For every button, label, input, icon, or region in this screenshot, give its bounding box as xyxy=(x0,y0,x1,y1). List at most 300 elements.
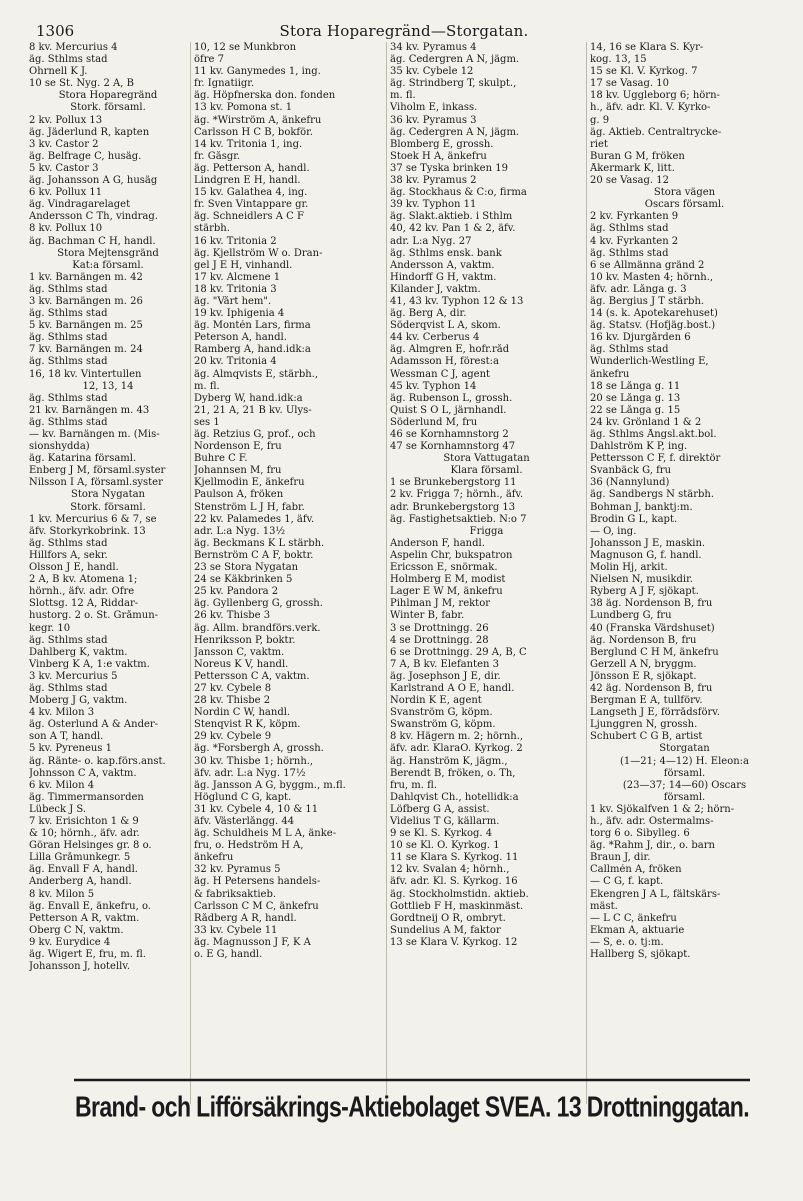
directory-line: sionshydda) xyxy=(29,441,90,453)
directory-line: Stoek H A, änkefru xyxy=(390,150,487,162)
directory-line: 40, 42 kv. Pan 1 & 2, äfv. xyxy=(390,223,516,235)
directory-line: 27 kv. Cybele 8 xyxy=(194,682,272,694)
directory-line: Swanström G, köpm. xyxy=(390,719,496,731)
directory-line: 28 kv. Thisbe 2 xyxy=(194,695,271,707)
directory-line: 6 kv. Milon 4 xyxy=(29,779,95,791)
directory-line: äg. Almqvists E, stärbh., xyxy=(194,368,319,380)
directory-line: Kat:a församl. xyxy=(72,259,144,271)
directory-line: 14 kv. Tritonia 1, ing. xyxy=(194,138,303,150)
directory-line: 7 kv. Barnängen m. 24 xyxy=(29,344,143,356)
directory-line: 45 kv. Typhon 14 xyxy=(390,380,477,392)
directory-line: 4 se Drottningg. 28 xyxy=(390,634,489,646)
directory-line: 40 (Franska Värdshuset) xyxy=(590,622,715,634)
directory-line: äg. Berg A, dir. xyxy=(390,308,467,320)
directory-line: Johansson J E, maskin. xyxy=(590,537,706,549)
directory-line: Noreus K V, handl. xyxy=(194,658,289,670)
directory-line: Stora vägen xyxy=(653,187,716,199)
directory-line: äg. Montén Lars, firma xyxy=(194,320,311,332)
directory-line: Åkermark K, litt. xyxy=(590,162,675,174)
directory-line: äfv. Västerlångg. 44 xyxy=(194,816,295,827)
directory-line: Kjellmodin E, änkefru xyxy=(194,477,305,489)
directory-line: 8 kv. Pollux 10 xyxy=(29,223,103,235)
directory-line: fr. Sven Vintappare gr. xyxy=(194,199,309,211)
directory-line: äg. Sthlms stad xyxy=(29,537,108,549)
directory-columns xyxy=(26,42,782,1104)
directory-line: Nilsson I A, församl.syster xyxy=(29,477,163,489)
directory-line: äg. Sthlms stad xyxy=(29,416,108,428)
directory-line: Carlsson C M C, änkefru xyxy=(194,900,319,912)
directory-line: Callmén A, fröken xyxy=(590,864,682,876)
directory-line: Pihlman J M, rektor xyxy=(390,598,490,610)
directory-line: 22 se Långa g. 15 xyxy=(590,404,681,416)
directory-line: äg. Vindragarelaget xyxy=(29,199,131,211)
directory-line: Ericsson E, snörmak. xyxy=(390,562,498,574)
directory-line: Viholm E, inkass. xyxy=(390,102,478,114)
directory-line: äg. Almgren E, hofr.råd xyxy=(390,344,510,356)
directory-line: Sundelius A M, faktor xyxy=(390,924,501,936)
directory-line: (1—21; 4—12) H. Eleon:a xyxy=(620,755,749,767)
directory-line: 38 kv. Pyramus 2 xyxy=(390,175,477,187)
directory-line: Stenqvist R K, köpm. xyxy=(194,719,301,731)
directory-line: äg. Ränte- o. kap.förs.anst. xyxy=(29,755,166,767)
directory-line: äg. Hanström K, jägm., xyxy=(390,755,508,767)
directory-line: äg. Stockhaus & C:o, firma xyxy=(390,187,527,199)
directory-line: Nordenson E, fru xyxy=(194,441,282,453)
directory-line: Löfberg G A, assist. xyxy=(390,803,490,815)
directory-line: Ekman A, aktuarie xyxy=(590,924,685,936)
column-2 xyxy=(190,42,386,1104)
directory-line: fru, o. Hedström H A, xyxy=(194,840,304,852)
directory-line: Buran G M, fröken xyxy=(590,150,685,162)
directory-line: 20 kv. Tritonia 4 xyxy=(194,356,277,368)
directory-line: äg. Josephson J E, dir. xyxy=(390,670,501,682)
directory-line: adr. L:a Nyg. 13½ xyxy=(194,525,286,537)
directory-line: Stork. församl. xyxy=(70,102,146,114)
directory-line: äg. *Wirström A, änkefru xyxy=(194,114,322,126)
directory-line: (23—37; 14—60) Oscars xyxy=(622,779,747,791)
directory-line: & fabriksaktieb. xyxy=(194,888,277,900)
directory-line: g. 9 xyxy=(590,114,610,126)
directory-line: Gerzell A N, bryggm. xyxy=(590,658,697,670)
directory-line: Slottsg. 12 A, Riddar- xyxy=(29,598,139,610)
directory-line: 35 kv. Cybele 12 xyxy=(390,66,474,78)
directory-line: äg. *Forsbergh A, grossh. xyxy=(194,743,324,755)
directory-line: 36 (Nannylund) xyxy=(590,477,670,489)
directory-line: Andersson C Th, vindrag. xyxy=(29,211,158,223)
directory-line: Johansson J, hotellv. xyxy=(29,961,130,973)
directory-line: äg. Petterson A, handl. xyxy=(194,162,310,174)
directory-line: äg. Slakt.aktieb. i Sthlm xyxy=(390,211,513,223)
directory-line: Nielsen N, musikdir. xyxy=(590,574,693,586)
directory-line: äg. Wigert E, fru, m. fl. xyxy=(29,949,146,961)
directory-line: 38 äg. Nordenson B, fru xyxy=(590,598,713,610)
directory-line: Jönsson E R, sjökapt. xyxy=(590,670,697,682)
directory-line: Wessman C J, agent xyxy=(390,368,491,380)
directory-line: 26 kv. Thisbe 3 xyxy=(194,610,271,622)
directory-line: äg. Sandbergs N stärbh. xyxy=(590,489,715,501)
directory-line: Henriksson P, boktr. xyxy=(194,634,296,646)
directory-line: torg 6 o. Sibylleg. 6 xyxy=(590,828,690,840)
directory-line: äg. Magnusson J F, K A xyxy=(194,936,311,948)
directory-line: Höglund C G, kapt. xyxy=(194,791,292,803)
directory-line: äg. Sthlms stad xyxy=(29,682,108,694)
directory-line: äg. Kjellström W o. Dran- xyxy=(194,247,323,259)
directory-line: stärbh. xyxy=(194,223,230,235)
directory-line: äg. Bergius J T stärbh. xyxy=(590,295,705,307)
directory-line: äg. Belfrage C, husäg. xyxy=(29,150,142,162)
directory-line: äg. Sthlms stad xyxy=(29,54,108,66)
directory-line: Brodin G L, kapt. xyxy=(590,513,678,525)
directory-line: Klara församl. xyxy=(450,465,523,477)
directory-line: 6 se Drottningg. 29 A, B, C xyxy=(390,646,527,658)
directory-line: Frigga xyxy=(469,525,504,537)
directory-line: 32 kv. Pyramus 5 xyxy=(194,864,281,876)
directory-line: äg. Schneidlers A C F xyxy=(194,211,304,223)
directory-line: Magnuson G, f. handl. xyxy=(590,549,702,561)
directory-line: adr. Brunkebergstorg 13 xyxy=(390,501,516,513)
directory-line: 17 se Vasag. 10 xyxy=(590,78,669,90)
directory-line: äg. Sthlms stad xyxy=(29,634,108,646)
directory-line: 46 se Kornhamnstorg 2 xyxy=(390,429,509,440)
directory-line: Kilander J, vaktm. xyxy=(390,283,481,295)
directory-line: 11 se Klara S. Kyrkog. 11 xyxy=(390,852,519,864)
directory-line: 30 kv. Thisbe 1; hörnh., xyxy=(194,755,314,767)
directory-line: Nordin C W, handl. xyxy=(194,707,291,719)
directory-line: 44 kv. Cerberus 4 xyxy=(390,332,480,344)
directory-line: Hindorff G H, vaktm. xyxy=(390,271,497,283)
directory-line: äg. Schuldheis M L A, änke- xyxy=(194,828,337,840)
directory-line: Lundberg G, fru xyxy=(590,610,672,622)
directory-line: Andersson A, vaktm. xyxy=(390,259,495,271)
directory-line: Stora Mejtensgränd xyxy=(57,247,159,259)
directory-line: Lindgren E H, handl. xyxy=(194,175,301,187)
directory-line: äg. Strindberg T, skulpt., xyxy=(390,78,517,90)
directory-line: 5 kv. Castor 3 xyxy=(29,162,99,174)
directory-line: ses 1 xyxy=(194,416,220,428)
directory-line: 3 se Drottningg. 26 xyxy=(390,622,489,634)
directory-line: församl. xyxy=(663,767,706,779)
directory-line: Svanström G, köpm. xyxy=(390,707,493,719)
directory-line: äg. Aktieb. Centraltrycke- xyxy=(590,126,722,138)
directory-line: Oscars församl. xyxy=(644,199,725,211)
directory-line: Hillfors A, sekr. xyxy=(29,549,108,561)
directory-line: Pettersson C F, f. direktör xyxy=(590,453,721,465)
directory-line: 2 kv. Fyrkanten 9 xyxy=(590,211,679,223)
directory-line: Petterson A R, vaktm. xyxy=(29,912,140,924)
directory-line: Videlius T G, källarm. xyxy=(390,816,500,827)
directory-line: 2 kv. Frigga 7; hörnh., äfv. xyxy=(390,489,524,501)
directory-line: Gottlieb F H, maskinmäst. xyxy=(390,900,524,912)
directory-line: äg. Österlund A & Ander- xyxy=(29,719,159,731)
directory-line: 5 kv. Barnängen m. 25 xyxy=(29,320,143,332)
directory-line: 31 kv. Cybele 4, 10 & 11 xyxy=(194,803,319,815)
directory-line: Vinberg K A, 1:e vaktm. xyxy=(29,658,150,670)
column-1 xyxy=(26,42,190,1104)
directory-line: 22 kv. Palamedes 1, äfv. xyxy=(194,513,315,525)
directory-line: äg. Timmermansorden xyxy=(29,791,144,803)
directory-line: 1 kv. Barnängen m. 42 xyxy=(29,271,143,283)
directory-line: äg. Cedergren A N, jägm. xyxy=(390,126,520,138)
directory-line: äg. Sthlms ensk. bank xyxy=(390,247,502,259)
directory-line: Rådberg A R, handl. xyxy=(194,912,297,924)
directory-line: 37 se Tyska brinken 19 xyxy=(390,162,508,174)
page-number: 1306 xyxy=(36,22,75,40)
directory-line: Storgatan xyxy=(659,743,710,755)
directory-line: gel J E H, vinhandl. xyxy=(194,259,293,271)
directory-line: Ekengren J A L, fältskärs- xyxy=(590,888,721,900)
directory-line: 41, 43 kv. Typhon 12 & 13 xyxy=(390,295,524,307)
directory-line: 13 kv. Pomona st. 1 xyxy=(194,102,293,114)
directory-line: Svanbäck G, fru xyxy=(590,465,672,477)
directory-line: 33 kv. Cybele 11 xyxy=(194,924,278,936)
directory-line: — kv. Barnängen m. (Mis- xyxy=(29,429,160,440)
directory-line: 16 kv. Tritonia 2 xyxy=(194,235,277,247)
directory-line: fru, m. fl. xyxy=(390,779,437,791)
directory-line: fr. Ignatiigr. xyxy=(194,78,255,90)
directory-line: äg. *Rahm J, dir., o. barn xyxy=(590,840,715,852)
directory-line: 6 kv. Pollux 11 xyxy=(29,187,103,199)
directory-line: äg. Allm. brandförs.verk. xyxy=(194,622,321,634)
directory-line: Hallberg S, sjökapt. xyxy=(590,949,691,961)
directory-line: adr. L:a Nyg. 27 xyxy=(390,235,472,247)
directory-line: kegr. 10 xyxy=(29,622,71,634)
directory-line: äg. Sthlms stad xyxy=(590,223,669,235)
directory-line: m. fl. xyxy=(194,380,220,392)
directory-line: Lübeck J S. xyxy=(29,803,87,815)
directory-line: 25 kv. Pandora 2 xyxy=(194,586,279,598)
directory-line: Bergman E A, tullförv. xyxy=(590,695,703,707)
directory-line: 4 kv. Milon 3 xyxy=(29,707,95,719)
page-title: Stora Hoparegränd—Storgatan. xyxy=(279,22,529,40)
directory-line: 36 kv. Pyramus 3 xyxy=(390,114,477,126)
directory-line: Aspelin Chr, bukspatron xyxy=(390,549,513,561)
directory-line: 10 se St. Nyg. 2 A, B xyxy=(29,78,134,90)
directory-line: 7 A, B kv. Elefanten 3 xyxy=(390,658,499,670)
directory-line: äg. Beckmans K L stärbh. xyxy=(194,537,325,549)
directory-line: Berglund C H M, änkefru xyxy=(590,646,719,658)
directory-line: 21 kv. Barnängen m. 43 xyxy=(29,404,150,416)
directory-line: Schubert C G B, artist xyxy=(590,731,703,743)
directory-line: Dyberg W, hand.idk:a xyxy=(194,392,303,404)
directory-line: Buhre C F. xyxy=(194,453,248,465)
directory-line: äg. "Vårt hem". xyxy=(194,295,272,307)
directory-line: 18 kv. Uggleborg 6; hörn- xyxy=(590,90,720,102)
directory-line: Stora Nygatan xyxy=(71,489,145,501)
directory-line: 5 kv. Pyreneus 1 xyxy=(29,743,112,755)
directory-line: äfv. adr. Kl. S. Kyrkog. 16 xyxy=(390,876,518,888)
directory-line: Johannsen M, fru xyxy=(194,465,282,477)
directory-line: 10 kv. Masten 4; hörnh., xyxy=(590,271,714,283)
directory-line: äg. Envall E, änkefru, o. xyxy=(29,900,151,912)
directory-line: Winter B, fabr. xyxy=(390,610,465,622)
directory-line: 7 kv. Erisichton 1 & 9 xyxy=(29,816,139,827)
directory-line: 19 kv. Iphigenia 4 xyxy=(194,308,285,320)
directory-line: Blomberg E, grossh. xyxy=(390,138,494,150)
directory-line: 12, 13, 14 xyxy=(82,380,134,392)
directory-line: Dahlström K P, ing. xyxy=(590,441,688,453)
directory-line: 2 kv. Pollux 13 xyxy=(29,114,103,126)
directory-line: Quist S O L, järnhandl. xyxy=(390,404,507,416)
directory-line: Göran Helsinges gr. 8 o. xyxy=(29,840,152,852)
directory-line: öfre 7 xyxy=(194,54,224,66)
directory-line: 3 kv. Mercurius 5 xyxy=(29,670,118,682)
directory-line: Olsson J E, handl. xyxy=(29,562,119,574)
directory-line: 29 kv. Cybele 9 xyxy=(194,731,272,743)
directory-line: 1 se Brunkebergstorg 11 xyxy=(390,477,517,489)
directory-line: 42 äg. Nordenson B, fru xyxy=(590,682,713,694)
directory-line: m. fl. xyxy=(390,90,416,102)
directory-line: 1 kv. Sjökalfven 1 & 2; hörn- xyxy=(590,803,735,815)
directory-line: 11 kv. Ganymedes 1, ing. xyxy=(194,66,321,78)
directory-line: Öhrnell K J. xyxy=(29,66,88,78)
directory-line: 24 se Käkbrinken 5 xyxy=(194,574,293,586)
directory-line: Wunderlich-Westling E, xyxy=(590,356,709,368)
directory-line: riet xyxy=(590,138,608,150)
directory-line: h., äfv. adr. Östermalms- xyxy=(590,816,714,827)
column-4 xyxy=(586,42,782,1104)
directory-line: 13 se Klara V. Kyrkog. 12 xyxy=(390,936,518,948)
directory-line: 23 se Stora Nygatan xyxy=(194,562,299,574)
directory-line: äfv. adr. Långa g. 3 xyxy=(590,283,687,295)
directory-line: Söderqvist L A, skom. xyxy=(390,320,501,332)
directory-line: 9 kv. Eurydice 4 xyxy=(29,936,111,948)
directory-line: äg. Retzius G, prof., och xyxy=(194,429,316,440)
directory-line: äg. Jäderlund R, kapten xyxy=(29,126,150,138)
directory-line: Lager E W M, änkefru xyxy=(390,586,503,598)
directory-line: Stork. församl. xyxy=(70,501,146,513)
directory-line: 10 se Kl. Ö. Kyrkog. 1 xyxy=(390,840,500,852)
directory-line: 34 kv. Pyramus 4 xyxy=(390,42,477,53)
directory-line: äg. Bachman C H, handl. xyxy=(29,235,156,247)
directory-line: 20 se Långa g. 13 xyxy=(590,392,681,404)
directory-line: h., äfv. adr. Kl. V. Kyrko- xyxy=(590,102,711,114)
page-header xyxy=(26,14,782,38)
directory-line: 3 kv. Castor 2 xyxy=(29,138,99,150)
directory-line: Söderlund M, fru xyxy=(390,416,478,428)
directory-line: o. E G, handl. xyxy=(194,949,263,961)
directory-line: 16, 18 kv. Vintertullen xyxy=(29,368,142,380)
directory-line: Gordtneij O R, ombryt. xyxy=(390,912,506,924)
directory-line: 47 se Kornhamnstorg 47 xyxy=(390,441,516,453)
directory-line: Anderson F, handl. xyxy=(390,537,485,549)
directory-line: äg. Envall F A, handl. xyxy=(29,864,138,876)
column-3 xyxy=(386,42,586,1104)
directory-line: 8 kv. Hägern m. 2; hörnh., xyxy=(390,731,524,743)
directory-line: Enberg J M, församl.syster xyxy=(29,465,166,477)
directory-line: hustorg. 2 o. St. Gråmun- xyxy=(29,610,159,622)
directory-line: äg. Rubenson L, grossh. xyxy=(390,392,513,404)
directory-line: 39 kv. Typhon 11 xyxy=(390,199,477,211)
directory-line: Molin Hj, arkit. xyxy=(590,562,668,574)
directory-line: 15 kv. Galathea 4, ing. xyxy=(194,187,308,199)
directory-line: 3 kv. Barnängen m. 26 xyxy=(29,295,143,307)
directory-line: 16 kv. Djurgården 6 xyxy=(590,332,691,344)
advertisement-banner: Brand- och Lifförsäkrings-Aktiebolaget SVEA. 13 Drottninggatan. xyxy=(74,1079,750,1132)
directory-line: 12 kv. Svalan 4; hörnh., xyxy=(390,864,510,876)
directory-line: kog. 13, 15 xyxy=(590,54,647,66)
directory-page xyxy=(26,14,782,1104)
directory-line: 24 kv. Grönland 1 & 2 xyxy=(590,416,702,428)
directory-line: Peterson A, handl. xyxy=(194,332,287,344)
directory-line: äg. Cedergren A N, jägm. xyxy=(390,54,520,66)
directory-line: — C G, f. kapt. xyxy=(590,876,664,888)
directory-line: äg. Sthlms stad xyxy=(29,332,108,344)
directory-line: äg. Jansson A G, byggm., m.fl. xyxy=(194,779,346,791)
directory-line: äg. Sthlms stad xyxy=(29,308,108,320)
directory-line: Stora Vattugatan xyxy=(443,453,530,465)
directory-line: Öberg C N, vaktm. xyxy=(29,924,124,936)
directory-line: 21, 21 A, 21 B kv. Ulys- xyxy=(194,404,312,416)
directory-line: äfv. adr. KlaraÖ. Kyrkog. 2 xyxy=(390,743,523,755)
directory-line: äg. Statsv. (Hofjäg.bost.) xyxy=(590,320,716,332)
directory-line: Lilla Gråmunkegr. 5 xyxy=(29,852,131,864)
directory-line: Ljunggren N, grossh. xyxy=(590,719,698,731)
directory-line: 15 se Kl. V. Kyrkog. 7 xyxy=(590,66,698,78)
directory-line: äg. Sthlms stad xyxy=(29,392,108,404)
directory-line: äg. Sthlms stad xyxy=(29,283,108,295)
directory-line: 18 kv. Tritonia 3 xyxy=(194,283,277,295)
directory-line: Johnsson C A, vaktm. xyxy=(29,767,137,779)
directory-line: äg. Katarina församl. xyxy=(29,453,137,465)
directory-line: 8 kv. Mercurius 4 xyxy=(29,42,118,53)
directory-line: äg. Gyllenberg G, grossh. xyxy=(194,598,323,610)
directory-line: änkefru xyxy=(194,852,234,864)
directory-line: mäst. xyxy=(590,900,618,912)
directory-line: 4 kv. Fyrkanten 2 xyxy=(590,235,679,247)
directory-line: 2 A, B kv. Atomena 1; xyxy=(29,574,138,586)
directory-line: Moberg J G, vaktm. xyxy=(29,695,128,707)
directory-line: församl. xyxy=(663,791,706,803)
directory-line: Dahlqvist Ch., hotellidk:a xyxy=(390,791,519,803)
directory-line: 10, 12 se Munkbron xyxy=(194,42,297,53)
directory-line: äg. Stockholmstidn. aktieb. xyxy=(390,888,529,900)
directory-line: Stenström L J H, fabr. xyxy=(194,501,305,513)
directory-line: son A T, handl. xyxy=(29,731,104,743)
directory-line: Karlstrand A O E, handl. xyxy=(390,682,515,694)
directory-line: äfv. adr. L:a Nyg. 17½ xyxy=(194,767,306,779)
directory-line: 6 se Allmänna gränd 2 xyxy=(590,259,705,271)
directory-line: Braun J, dir. xyxy=(590,852,651,864)
directory-line: äg. Sthlms stad xyxy=(590,344,669,356)
directory-line: Pettersson C A, vaktm. xyxy=(194,670,310,682)
directory-line: änkefru xyxy=(590,368,630,380)
directory-line: & 10; hörnh., äfv. adr. xyxy=(29,828,140,840)
directory-line: äg. H Petersens handels- xyxy=(194,876,321,888)
directory-line: 1 kv. Mercurius 6 & 7, se xyxy=(29,513,157,525)
directory-line: Dahlberg K, vaktm. xyxy=(29,646,128,658)
directory-line: hörnh., äfv. adr. Öfre xyxy=(29,586,135,598)
directory-line: Stora Hoparegränd xyxy=(58,90,158,102)
directory-line: 8 kv. Milon 5 xyxy=(29,888,95,900)
directory-line: Adamsson H, förest:a xyxy=(390,356,499,368)
directory-line: Bohman J, banktj:m. xyxy=(590,501,693,513)
directory-line: Paulson A, fröken xyxy=(194,489,284,501)
directory-line: Langseth J E, förrådsförv. xyxy=(590,707,720,719)
directory-line: Bernström C A F, boktr. xyxy=(194,549,314,561)
directory-line: äg. Fastighetsaktieb. N:o 7 xyxy=(390,513,527,525)
directory-line: Anderberg A, handl. xyxy=(29,876,132,888)
directory-line: — S, e. o. tj:m. xyxy=(590,936,664,948)
directory-line: Ryberg A J F, sjökapt. xyxy=(590,586,699,598)
directory-line: — L C C, änkefru xyxy=(590,912,677,924)
directory-line: äfv. Storkyrkobrink. 13 xyxy=(29,525,146,537)
directory-line: 14, 16 se Klara S. Kyr- xyxy=(590,42,704,53)
directory-line: — O, ing. xyxy=(590,525,637,537)
directory-line: Jansson C, vaktm. xyxy=(194,646,285,658)
directory-line: 17 kv. Alcmene 1 xyxy=(194,271,281,283)
directory-line: äg. Höpfnerska don. fonden xyxy=(194,90,336,102)
directory-line: fr. Gåsgr. xyxy=(194,150,241,162)
